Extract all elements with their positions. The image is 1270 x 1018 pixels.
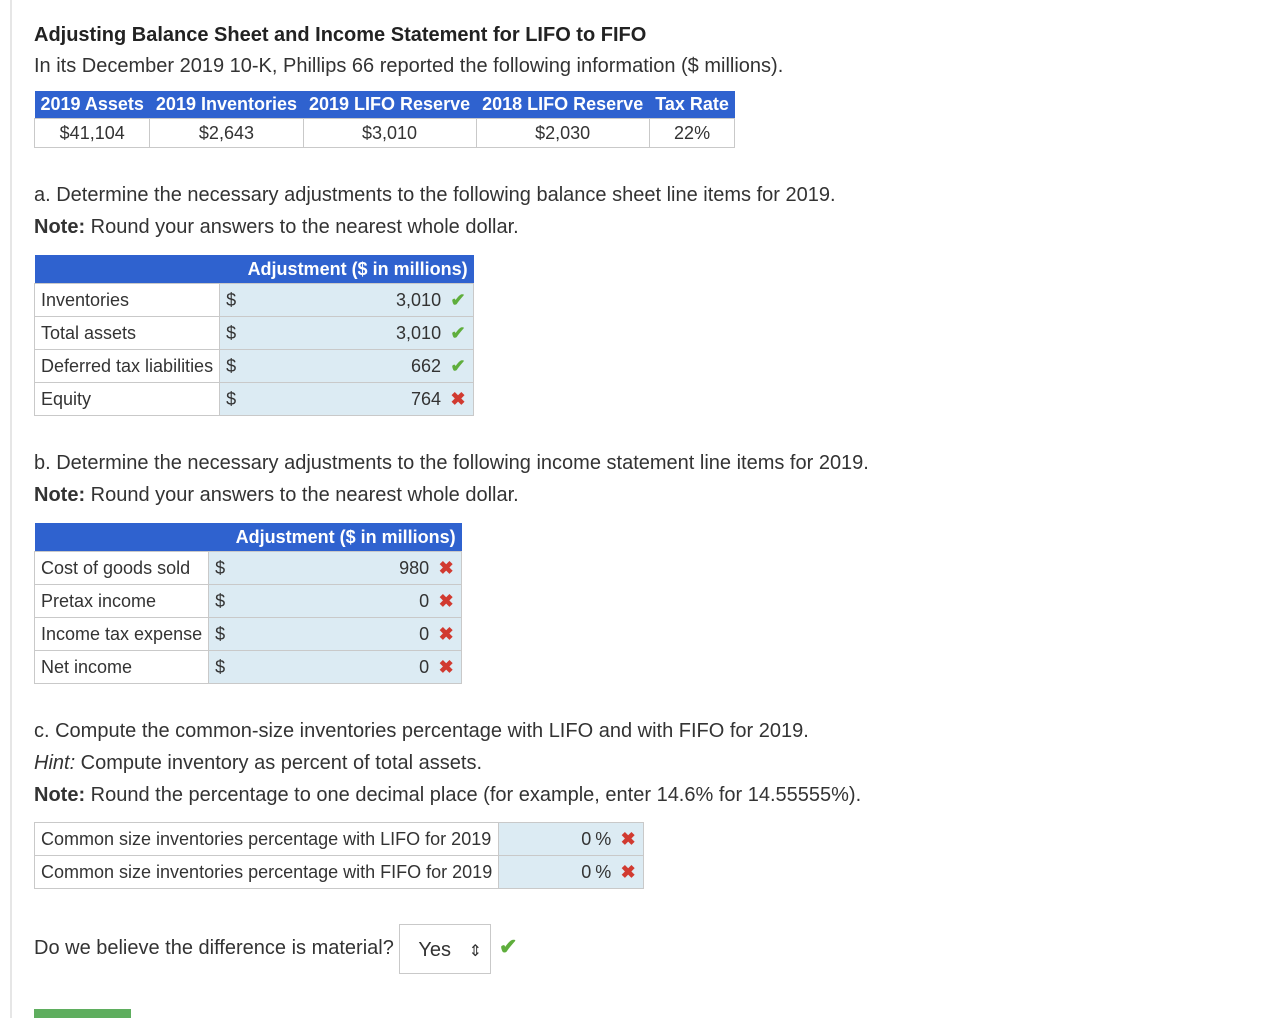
problem-content — [34, 20, 1234, 973]
note-text: Round the percentage to one decimal place (for example, enter 14.6% for 14.55555%). — [85, 784, 862, 806]
check-icon: ✔ — [450, 289, 466, 310]
blank-header — [35, 523, 209, 552]
intro-text: In its December 2019 10-K, Phillips 66 reported the following information ($ millions). — [34, 55, 784, 77]
input-value: 0 — [419, 590, 430, 611]
table-row — [35, 856, 644, 889]
note-label: Note: — [34, 484, 86, 506]
x-icon: ✖ — [620, 861, 636, 882]
input-value: 3,010 — [396, 322, 442, 343]
adjustment-input[interactable] — [220, 383, 474, 416]
percent-unit: % — [595, 861, 612, 882]
adjustment-column-header: Adjustment ($ in millions) — [209, 523, 462, 552]
info-header-4: Tax Rate — [649, 91, 735, 119]
info-table-values — [35, 119, 735, 148]
x-icon: ✖ — [438, 590, 454, 611]
table-row — [35, 284, 474, 317]
material-question: Do we believe the difference is material? — [34, 937, 394, 959]
info-value-2: $3,010 — [303, 119, 476, 148]
table-row — [35, 383, 474, 416]
x-icon: ✖ — [438, 656, 454, 677]
row-label: Inventories — [35, 284, 220, 317]
info-value-3: $2,030 — [476, 119, 649, 148]
blank-header — [35, 255, 220, 284]
x-icon: ✖ — [450, 388, 466, 409]
input-value: 0 — [581, 828, 592, 849]
info-value-0: $41,104 — [35, 119, 150, 148]
material-row — [34, 921, 1234, 973]
row-label: Net income — [35, 651, 209, 684]
income-statement-adjustment-table — [34, 523, 462, 684]
currency-symbol: $ — [215, 623, 226, 644]
info-value-1: $2,643 — [150, 119, 303, 148]
row-label: Income tax expense — [35, 618, 209, 651]
table-row — [35, 651, 462, 684]
row-label: Equity — [35, 383, 220, 416]
adjustment-input[interactable] — [209, 585, 462, 618]
info-header-3: 2018 LIFO Reserve — [476, 91, 649, 119]
material-selected-value: Yes — [418, 938, 452, 961]
row-label: Deferred tax liabilities — [35, 350, 220, 383]
percent-unit: % — [595, 828, 612, 849]
problem-title: Adjusting Balance Sheet and Income Statement for LIFO to FIFO — [34, 24, 647, 46]
input-value: 980 — [399, 557, 430, 578]
part-c-question: c. Compute the common-size inventories percentage with LIFO and with FIFO for 2019. — [34, 720, 809, 742]
hint-text: Compute inventory as percent of total assets. — [75, 752, 482, 774]
table-header — [35, 255, 474, 284]
currency-symbol: $ — [226, 289, 237, 310]
table-row — [35, 317, 474, 350]
part-c-hint — [34, 747, 1234, 779]
table-row — [35, 552, 462, 585]
info-header-2: 2019 LIFO Reserve — [303, 91, 476, 119]
adjustment-input[interactable] — [220, 317, 474, 350]
adjustment-input[interactable] — [220, 350, 474, 383]
part-a-note — [34, 211, 1234, 243]
input-value: 0 — [419, 623, 430, 644]
input-value: 3,010 — [396, 289, 442, 310]
currency-symbol: $ — [215, 656, 226, 677]
input-value: 0 — [419, 656, 430, 677]
adjustment-input[interactable] — [209, 651, 462, 684]
x-icon: ✖ — [438, 557, 454, 578]
check-icon: ✔ — [498, 934, 518, 959]
select-arrows-icon: ⇕ — [468, 942, 482, 960]
info-header-1: 2019 Inventories — [150, 91, 303, 119]
submit-button[interactable] — [34, 1009, 131, 1018]
adjustment-input[interactable] — [209, 552, 462, 585]
row-label: Common size inventories percentage with FIFO for 2019 — [35, 856, 499, 889]
material-select[interactable] — [399, 924, 491, 974]
info-table — [34, 91, 735, 148]
x-icon: ✖ — [620, 828, 636, 849]
check-icon: ✔ — [450, 355, 466, 376]
note-text: Round your answers to the nearest whole dollar. — [85, 484, 519, 506]
currency-symbol: $ — [226, 322, 237, 343]
row-label: Total assets — [35, 317, 220, 350]
part-b-note — [34, 479, 1234, 511]
currency-symbol: $ — [215, 557, 226, 578]
info-header-0: 2019 Assets — [35, 91, 150, 119]
balance-sheet-adjustment-table — [34, 255, 474, 416]
table-row — [35, 350, 474, 383]
hint-label: Hint: — [34, 752, 76, 774]
adjustment-column-header: Adjustment ($ in millions) — [220, 255, 474, 284]
table-row — [35, 823, 644, 856]
currency-symbol: $ — [215, 590, 226, 611]
x-icon: ✖ — [438, 623, 454, 644]
check-icon: ✔ — [450, 322, 466, 343]
part-b-question: b. Determine the necessary adjustments to the following income statement line items for 2019. — [34, 452, 869, 474]
info-value-4: 22% — [649, 119, 735, 148]
common-size-table — [34, 822, 644, 889]
currency-symbol: $ — [226, 355, 237, 376]
input-value: 662 — [411, 355, 442, 376]
note-label: Note: — [34, 216, 86, 238]
percentage-input[interactable] — [499, 823, 644, 856]
note-text: Round your answers to the nearest whole dollar. — [85, 216, 519, 238]
percentage-input[interactable] — [499, 856, 644, 889]
input-value: 764 — [411, 388, 442, 409]
adjustment-input[interactable] — [209, 618, 462, 651]
left-divider — [10, 0, 12, 1018]
input-value: 0 — [581, 861, 592, 882]
part-a-question: a. Determine the necessary adjustments to the following balance sheet line items for 2019. — [34, 184, 836, 206]
note-label: Note: — [34, 784, 86, 806]
part-c-note — [34, 779, 1234, 811]
table-row — [35, 585, 462, 618]
row-label: Pretax income — [35, 585, 209, 618]
info-table-header — [35, 91, 735, 119]
currency-symbol: $ — [226, 388, 237, 409]
table-row — [35, 618, 462, 651]
row-label: Common size inventories percentage with LIFO for 2019 — [35, 823, 499, 856]
adjustment-input[interactable] — [220, 284, 474, 317]
table-header — [35, 523, 462, 552]
row-label: Cost of goods sold — [35, 552, 209, 585]
